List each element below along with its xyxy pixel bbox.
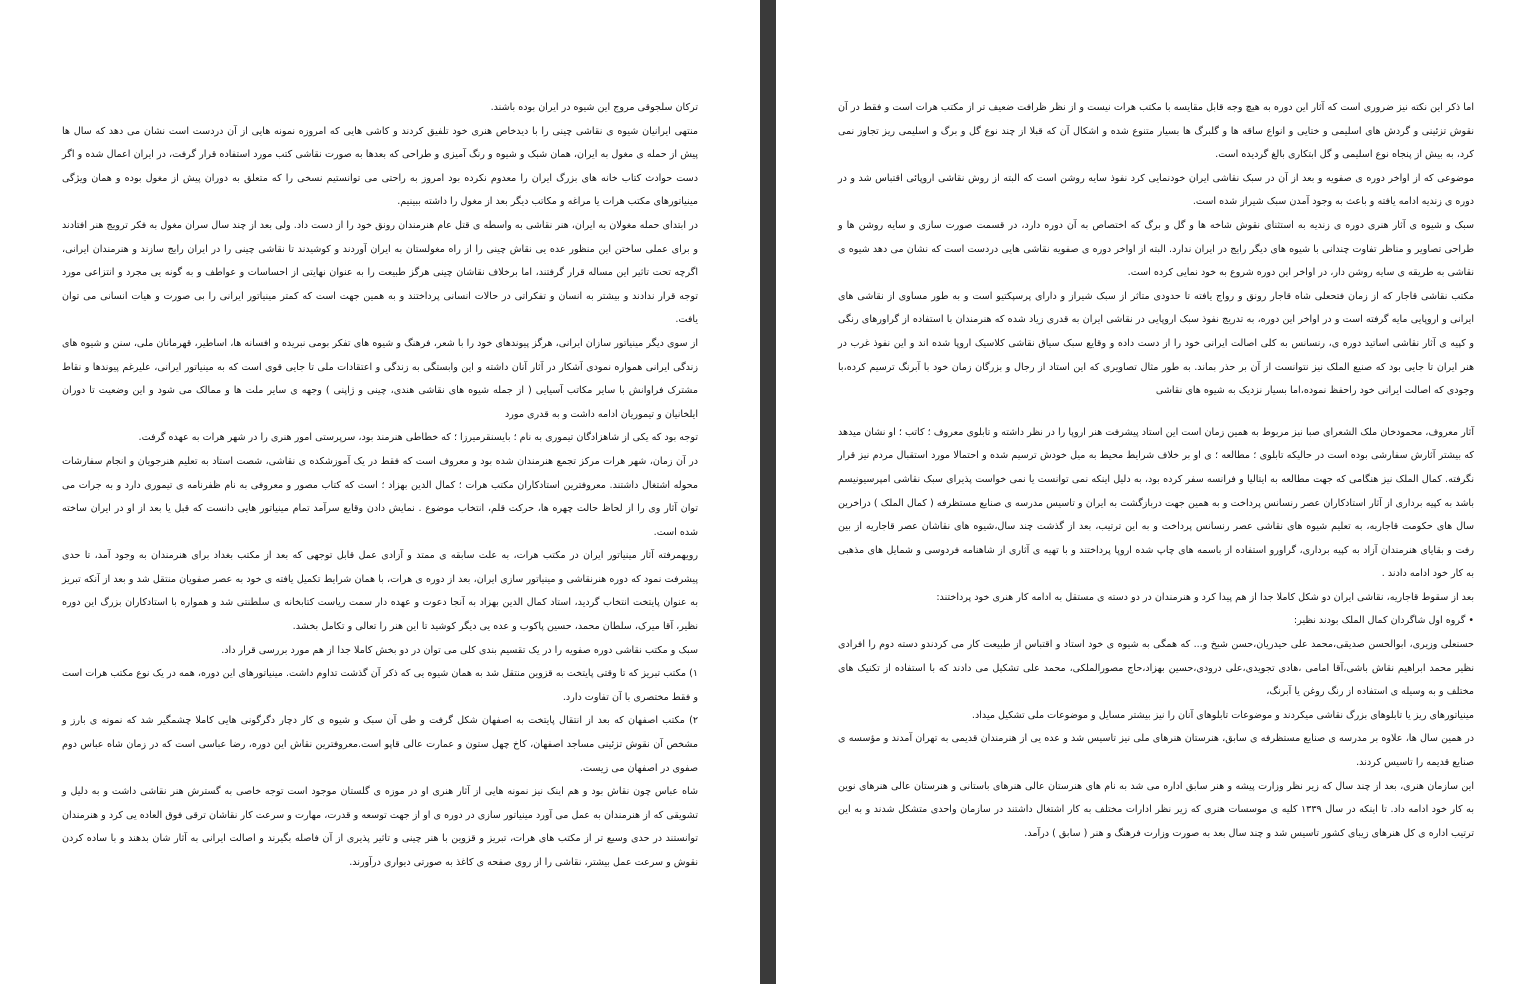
paragraph: سبک و مکتب نقاشی دوره صفویه را در یک تقسیم بندی کلی می توان در دو بخش کاملا جدا از هم مورد بررسی قرار داد.	[221, 644, 698, 656]
paragraph: ۲) مکتب اصفهان که بعد از انتقال پایتخت به اصفهان شکل گرفت و طی آن سبک و شیوه ی کار دچار دگرگونی هایی کاملا چشمگیر شد که نمونه ی بارز و مشخص آن نقوش تزئینی مساجد اصفهان، کاخ چهل ستون و عمارت عالی قاپو است.معروفترین نقاش این دوره، رضا عباسی است که در زمان شاه عباس دوم صفوی در اصفهان می زیست.	[62, 715, 698, 774]
paragraph: موضوعی که از اواخر دوره ی صفویه و بعد از آن در سبک نقاشی ایران خودنمایی کرد نفوذ سایه روشن است که البته از روش نقاشی اروپائی اقتباس شد و در دوره ی زندیه ادامه یافته و باعث به وجود آمدن سبک شیراز شده است.	[838, 172, 1474, 208]
paragraph: حسنعلی وزیری، ابوالحسن صدیقی،محمد علی حیدریان،حسن شیخ و... که همگی به شیوه ی خود استاد و اقتباس از طبیعت کار می کردندو دسته دوم را افرادی نظیر محمد ابراهیم نقاش باشی،آقا امامی ،هادی تجویدی،علی درودی،حسین بهزاد،حاج مصورالملکی، محمد علی تشکیل می دادند که با استفاده از تکنیک های مختلف و به وسیله ی استفاده از رنگ روغن یا آبرنگ،	[838, 639, 1474, 698]
paragraph: توجه بود که یکی از شاهزادگان تیموری به نام ؛ بایسنقرمیرزا ؛ که خطاطی هنرمند بود، سرپرستی امور هنری را در شهر هرات به عهده گرفت.	[138, 432, 698, 444]
paragraph: در ابتدای حمله مغولان به ایران، هنر نقاشی به واسطه ی قتل عام هنرمندان رونق خود را از دست داد. ولی بعد از چند سال سران مغول به فکر ترویج هنر افتادند و برای عملی ساختن این منظور عده یی نقاش چینی را از راه مغولستان به ایران آوردند و کوشیدند تا نقاشی چینی را در ایران رایج سازند و هنرمندان ایرانی، اگرچه تحت تاثیر این مساله قرار گرفتند، اما برخلاف نقاشان چینی هرگز طبیعت را به عنوان نهایتی از احساسات و عواطف و به گونه یی مجرد و انتزاعی مورد توجه قرار ندادند و بیشتر به انسان و تفکراتی در حالات انسانی پرداختند و به همین جهت است که کمتر مینیاتور ایرانی را بی صورت و هیات انسانی می توان یافت.	[62, 219, 698, 326]
paragraph: منتهی ایرانیان شیوه ی نقاشی چینی را با دیدخاص هنری خود تلفیق کردند و کاشی هایی که امروزه نمونه هایی از آن دردست است نشان می دهد که سال ها پیش از حمله ی مغول به ایران، همان شبک و شیوه و رنگ آمیزی و طراحی که بعدها به صورت نقاشی کتب مورد استفاده قرار گرفت، در ایران اعمال شده و اگر دست حوادث کتاب خانه های بزرگ ایران را معدوم نکرده بود امروز به راحتی می توانستیم نسخی را که متعلق به دوران پیش از مغول بوده و همان ویژگی مینیاتورهای مکتب هرات یا مراغه و مکاتب دیگر بعد از مغول را داشته ببینیم.	[62, 125, 698, 208]
paragraph: رویهمرفته آثار مینیاتور ایران در مکتب هرات، به علت سابقه ی ممتد و آزادی عمل قابل توجهی که بعد از مکتب بغداد برای هنرمندان به وجود آمد، تا حدی پیشرفت نمود که دوره هنرنقاشی و مینیاتور سازی ایران، بعد از دوره ی هرات، با همان شرایط تکمیل یافته ی خود به عصر صفویان منتقل شد و بعد از آنکه تبریز به عنوان پایتخت انتخاب گردید، استاد کمال الدین بهزاد به آنجا دعوت و عهده دار سمت ریاست کتابخانه ی سلطنتی شد و همواره با استادکاران بزرگ این دوره نظیر، آقا میرک، سلطان محمد، حسین پاکوب و عده یی دیگر کوشید تا این هنر را تعالی و تکامل بخشد.	[62, 550, 698, 633]
paragraph: از سوی دیگر مینیاتور سازان ایرانی، هرگز پیوندهای خود را با شعر، فرهنگ و شیوه های تفکر بومی نبریده و افسانه ها، اساطیر، قهرمانان ملی، سنن و شیوه های زندگی ایرانی همواره نمودی آشکار در آثار آنان داشته و این وابستگی به زندگی و اعتقادات ملی تا جایی قوی است که به مینیاتور ایرانی، علیرغم پیوندها و نقاط مشترک فراوانش با سایر مکاتب آسیایی ( از جمله شیوه های نقاشی هندی، چینی و ژاپنی ) وجهه ی سایر ملت ها و ممالک می شود و این وضعیت تا دوران ایلخانیان و تیموریان ادامه داشت و به قدری مورد	[62, 337, 698, 420]
paragraph: در همین سال ها، علاوه بر مدرسه ی صنایع مستظرفه ی سابق، هنرستان هنرهای ملی نیز تاسیس شد و عده یی از هنرمندان قدیمی به تهران آمدند و مؤسسه ی صنایع قدیمه را تاسیس کردند.	[838, 733, 1474, 769]
document-page-right	[776, 0, 1536, 984]
paragraph: مینیاتورهای ریز یا تابلوهای بزرگ نقاشی میکردند و موضوعات تابلوهای آنان را نیز بیشتر مسایل و موضوعات ملی تشکیل میداد.	[971, 709, 1474, 721]
paragraph: در آن زمان، شهر هرات مرکز تجمع هنرمندان شده بود و معروف است که فقط در یک آموزشکده ی نقاشی، شصت استاد به تعلیم هنرجویان و انجام سفارشات محوله اشتغال داشتند. معروفترین استادکاران مکتب هرات ؛ کمال الدین بهزاد ؛ است که کتاب مصور و معروفی به نام ظفرنامه ی تیموری دارد و به جرات می توان آثار وی را از لحاظ حالت چهره ها، حرکت قلم، انتخاب موضوع . نمایش دادن وقایع سرآمد تمام مینیاتور هایی دانست که قبل یا بعد از او در ایران ساخته شده است.	[62, 455, 698, 538]
paragraph: آثار معروف، محمودخان ملک الشعرای صبا نیز مربوط به همین زمان است این استاد پیشرفت هنر اروپا را در نظر داشته و تابلوی معروف ؛ کاتب ؛ او نشان میدهد که بیشتر آثارش سفارشی بوده است در حالیکه تابلوی ؛ مطالعه ؛ ی او بر خلاف شرایط محیط به میل خودش ترسیم شده و احتمالا مورد استقبال مردم نیز قرار نگرفته. کمال الملک نیز هنگامی که جهت مطالعه به ایتالیا و فرانسه سفر کرده بود، به دلیل اینکه نمی توانست یا نمی خواست پذیرای سبک نقاشی امپرسیونیسم باشد به کپیه برداری از آثار استادکاران عصر رنسانس پرداخت و به همین جهت دربازگشت به ایران و تاسیس مدرسه ی صنایع مستظرفه ( کمال الملک ) دراخرین سال های حکومت قاجاریه، به تعلیم شیوه های نقاشی عصر رنسانس پرداخت و به این ترتیب، بعد از گذشت چند سال،شیوه های نقاشان عصر قاجاریه از بین رفت و بقایای هنرمندان آزاد به کپیه برداری، گراورو استفاده از باسمه های چاپ شده اروپا پرداختند و با تهیه ی آثاری از شاهنامه فردوسی و شمایل های مذهبی به کار خود ادامه دادند .	[838, 426, 1474, 580]
page-text-right	[838, 96, 1474, 845]
paragraph: مکتب نقاشی قاجار که از زمان فتحعلی شاه قاجار رونق و رواج یافته تا حدودی متاثر از سبک شیراز و دارای پرسپکتیو است و به طور مساوی از نقاشی های ایرانی و اروپایی مایه گرفته است و در اواخر این دوره، به تدریج نفوذ سبک اروپایی در نقاشی ایران به قدری زیاد شده که هنرمندان با استفاده از گراورهای رنگی و کپیه ی آثار نقاشی اساتید دوره ی، رنسانس به کلی اصالت ایرانی خود را از دست داده و وقایع سبک سیاق نقاشی کلاسیک اروپا شده اند و این نفوذ غرب در هنر ایران تا جایی بود که صنیع الملک نیز نتوانست از آن بر حذر بماند. به طور مثال تصاویری که این استاد از رجال و بزرگان زمان خود با آبرنگ ترسیم کرده،با وجودی که اصالت ایرانی خود راحفظ نموده،اما بسیار نزدیک به شیوه های نقاشی	[838, 290, 1474, 397]
paragraph: اما ذکر این نکته نیز ضروری است که آثار این دوره به هیچ وجه قابل مقایسه با مکتب هرات نیست و از نظر ظرافت ضعیف تر از مکتب هرات است و فقط در آن نقوش تزئینی و گردش های اسلیمی و ختایی و انواع ساقه ها و گلبرگ ها بسیار متنوع شده و اشکال آن که قبلا از چند نوع گل و برگ و اسلیمی ریز تجاوز نمی کرد، به بیش از پنجاه نوع اسلیمی و گل ابتکاری بالغ گردیده است.	[838, 102, 1474, 161]
paragraph: بعد از سقوط قاجاریه، نقاشی ایران دو شکل کاملا جدا از هم پیدا کرد و هنرمندان در دو دسته ی مستقل به ادامه کار هنری خود پرداختند:	[936, 591, 1474, 603]
paragraph: این سازمان هنری، بعد از چند سال که زیر نظر وزارت پیشه و هنر سابق اداره می شد به نام های هنرستان عالی هنرهای باستانی و هنرستان عالی هنرهای نوین به کار خود ادامه داد. تا اینکه در سال ۱۳۳۹ کلیه ی موسسات هنری که زیر نظر ادارات مختلف به کار اشتغال داشتند در سازمان واحدی متشکل شدند و به این ترتیب اداره ی کل هنرهای زیبای کشور تاسیس شد و چند سال بعد به صورت وزارت فرهنگ و هنر ( سابق ) درآمد.	[838, 780, 1474, 839]
document-page-left	[0, 0, 760, 984]
paragraph: ۱) مکتب تبریز که تا وقتی پایتخت به قزوین منتقل شد به همان شیوه یی که ذکر آن گذشت تداوم داشت. مینیاتورهای این دوره، همه در یک نوع مکتب هرات است و فقط مختصری با آن تفاوت دارد.	[62, 668, 698, 703]
page-text-left	[62, 96, 698, 875]
paragraph: سبک و شیوه ی آثار هنری دوره ی زندیه به استثنای نقوش شاخه ها و گل و برگ که اختصاص به آن دوره دارد، در قسمت صورت سازی و سایه روشن ها و طراحی تصاویر و مناظر تفاوت چندانی با شیوه های دیگر رایج در ایران ندارد. البته از اواخر دوره ی صفویه نقاشی هایی دردست است که نشان می دهد شیوه ی نقاشی به طریقه ی سایه روشن دار، در اواخر این دوره شروع به خود نمایی کرده است.	[838, 219, 1474, 279]
paragraph-gap	[838, 403, 1474, 421]
paragraph: ترکان سلجوقی مروج این شیوه در ایران بوده باشند.	[490, 102, 698, 113]
paragraph: شاه عباس چون نقاش بود و هم اینک نیز نمونه هایی از آثار هنری او در موزه ی گلستان موجود است توجه خاصی به گسترش هنر نقاشی داشت و به دلیل و تشویقی که از هنرمندان به عمل می آورد مینیاتور سازی در دوره ی او از جهت توسعه و قدرت، مهارت و سرعت کار نقاشان ترقی فوق العاده یی کرد و هنرمندان توانستند در حدی وسیع تر از مکتب های هرات، تبریز و قزوین با هنر چینی و تاثیر پذیری از آن فاصله بگیرند و اصالت ایرانی به آثار شان بدهند و با ساده کردن نقوش و سرعت عمل بیشتر، نقاشی را از روی صفحه ی کاغذ به صورتی دیواری درآورند.	[62, 786, 698, 868]
paragraph: • گروه اول شاگردان کمال الملک بودند نظیر:	[1293, 615, 1474, 627]
